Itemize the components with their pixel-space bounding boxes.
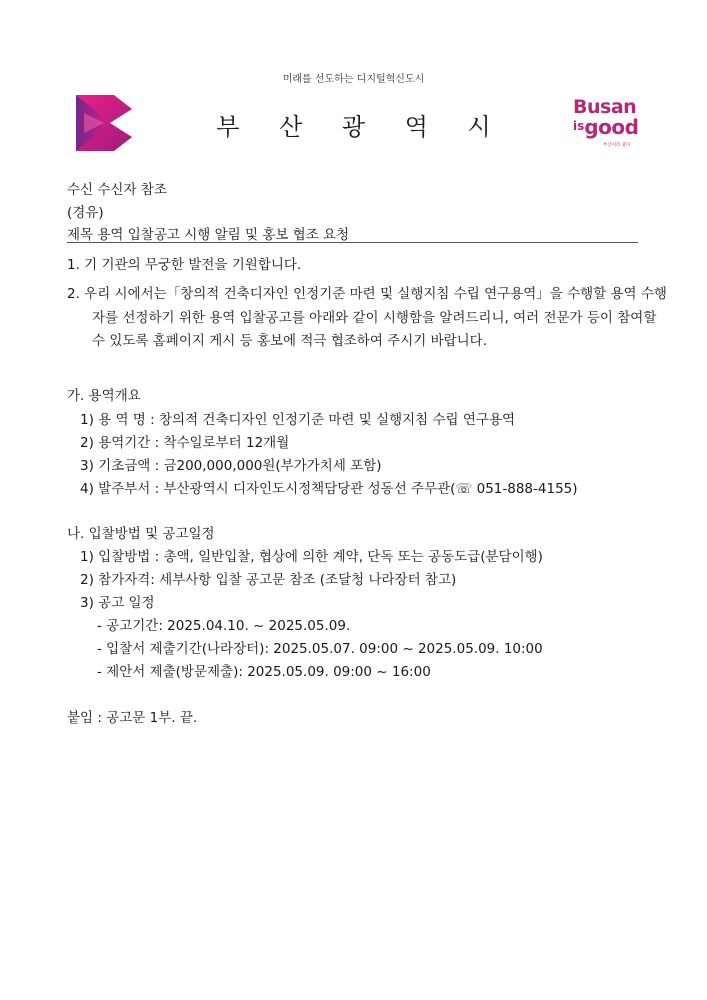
- section-na-heading: 나. 입찰방법 및 공고일정: [67, 526, 215, 542]
- schedule-item: - 제안서 제출(방문제출): 2025.05.09. 09:00 ~ 16:00: [97, 664, 431, 680]
- header-divider: [67, 242, 638, 243]
- slogan: 미래를 선도하는 디지털혁신도시: [282, 74, 425, 85]
- list-item: 3) 기초금액 : 금200,000,000원(부가가치세 포함): [80, 458, 382, 474]
- list-item: 4) 발주부서 : 부산광역시 디자인도시정책담당관 성동선 주무관(☏ 051-888-4155): [80, 481, 578, 497]
- schedule-item: - 입찰서 제출기간(나라장터): 2025.05.07. 09:00 ~ 2025.05.09. 10:00: [97, 641, 543, 657]
- section-ga-heading: 가. 용역개요: [67, 388, 141, 404]
- busan-is-good-logo: Busan isgood 부산이라 좋다: [573, 96, 639, 148]
- schedule-item: - 공고기간: 2025.04.10. ~ 2025.05.09.: [97, 618, 351, 634]
- attachment-line: 붙임 : 공고문 1부. 끝.: [67, 710, 198, 726]
- page-title: 부 산 광 역 시: [216, 113, 507, 141]
- list-item: 1) 용 역 명 : 창의적 건축디자인 인정기준 마련 및 실행지침 수립 연구용역: [80, 412, 516, 428]
- list-item: 3) 공고 일정: [80, 595, 155, 611]
- subject-line: 제목 용역 입찰공고 시행 알림 및 홍보 협조 요청: [67, 227, 350, 243]
- via-line: (경유): [67, 205, 104, 221]
- list-item: 1) 입찰방법 : 총액, 일반입찰, 협상에 의한 계약, 단독 또는 공동도급(분담이행): [80, 549, 543, 565]
- list-item: 2) 용역기간 : 착수일로부터 12개월: [80, 435, 290, 451]
- paragraph-1: 1. 기 기관의 무궁한 발전을 기원합니다.: [67, 257, 302, 273]
- paragraph-2: 2. 우리 시에서는「창의적 건축디자인 인정기준 마련 및 실행지침 수립 연구용역」을 수행할 용역 수행자를 선정하기 위한 용역 입찰공고를 아래와 같이 시행함을 알려드리니, 여러 전문가 등이 참여할 수 있도록 홈페이지 게시 등 홍보에 적극 협조하여 주시기 바랍니다.: [67, 286, 667, 349]
- list-item: 2) 참가자격: 세부사항 입찰 공고문 참조 (조달청 나라장터 참고): [80, 572, 457, 588]
- recipient-line: 수신 수신자 참조: [67, 182, 167, 198]
